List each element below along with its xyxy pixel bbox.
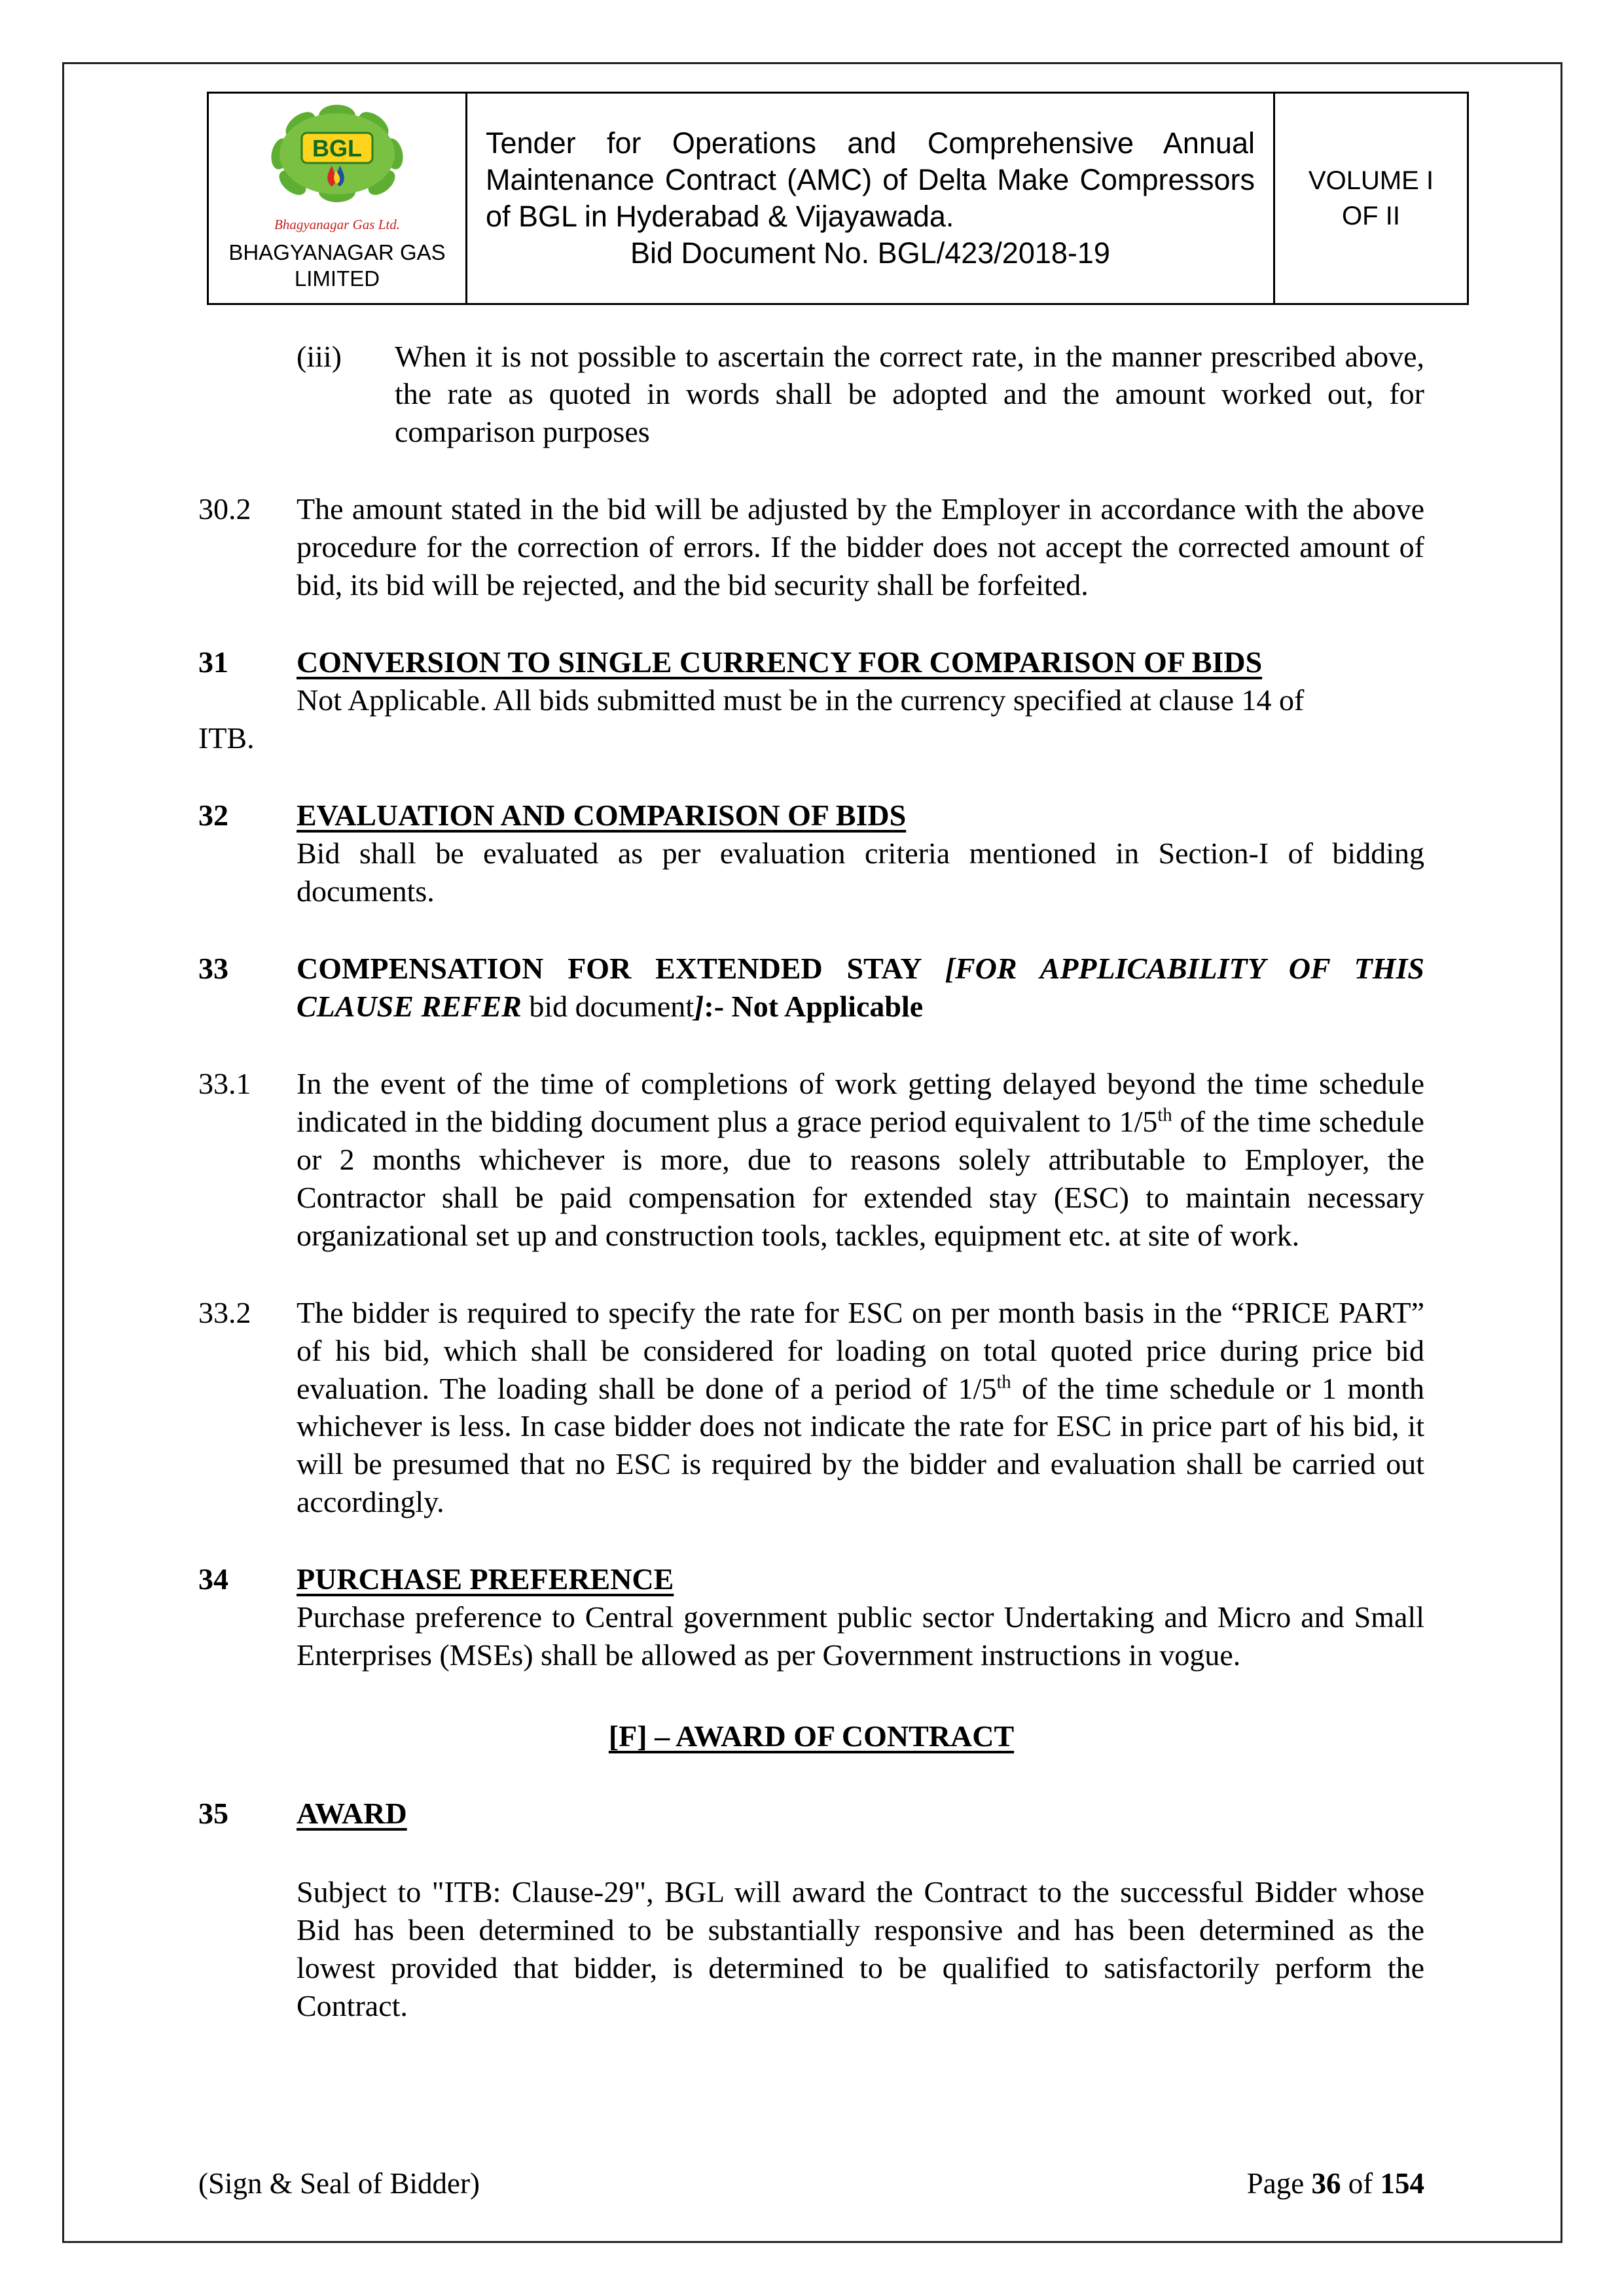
award-of-contract-heading: [F] – AWARD OF CONTRACT xyxy=(608,1719,1015,1753)
bid-document-number: Bid Document No. BGL/423/2018-19 xyxy=(630,236,1110,270)
section-31-heading: CONVERSION TO SINGLE CURRENCY FOR COMPARISON OF BIDS xyxy=(297,645,1263,679)
clause-number-spacer xyxy=(198,338,297,452)
section-33 xyxy=(198,950,1424,1026)
section-33-1-number: 33.1 xyxy=(198,1066,251,1100)
section-31-body-continued: ITB. xyxy=(198,721,255,755)
section-34-number: 34 xyxy=(198,1562,228,1596)
section-33-number: 33 xyxy=(198,951,228,985)
header-table xyxy=(207,92,1469,305)
section-33-heading: COMPENSATION FOR EXTENDED STAY [FOR APPLICABILITY OF THIS CLAUSE REFER bid document]:- Not Applicable xyxy=(297,951,1424,1023)
logo-tagline: Bhagyanagar Gas Ltd. xyxy=(274,217,400,232)
section-33-1-text: In the event of the time of completions of work getting delayed beyond the time schedule indicated in the bidding document plus a grace period equivalent to 1/5th of the time schedule or 2 months whichever is more, due to reasons solely attributable to Employer, the Contractor shall be paid compensation for extended stay (ESC) to maintain necessary organizational set up and construction tools, tackles, equipment etc. at site of work. xyxy=(297,1066,1424,1252)
section-35-heading: AWARD xyxy=(297,1797,407,1831)
clause-iii-text: When it is not possible to ascertain the correct rate, in the manner prescribed above, the rate as quoted in words shall be adopted and the amount worked out, for comparison purposes xyxy=(395,339,1424,449)
page-border xyxy=(62,62,1562,2243)
logo-cell xyxy=(209,94,465,303)
section-30-2-number: 30.2 xyxy=(198,492,251,526)
org-name-line1: BHAGYANAGAR GAS xyxy=(228,240,446,264)
section-30-2-text: The amount stated in the bid will be adjusted by the Employer in accordance with the above procedure for the correction of errors. If the bidder does not accept the corrected amount of bid, its bid will be rejected, and the bid security shall be forfeited. xyxy=(297,492,1424,602)
section-30-2 xyxy=(198,490,1424,604)
section-35-body: Subject to "ITB: Clause-29", BGL will award the Contract to the successful Bidder whose Bid has been determined to be substantially responsive and has been determined as the lowest provided that bidder, is determined to be qualified to satisfactorily perform the Contract. xyxy=(297,1875,1424,2022)
page-footer xyxy=(198,2166,1424,2200)
document-title: Tender for Operations and Comprehensive Annual Maintenance Contract (AMC) of Delta Make Compressors of BGL in Hyderabad & Vijayawada. xyxy=(486,126,1255,233)
section-35-number: 35 xyxy=(198,1797,228,1831)
section-31-number: 31 xyxy=(198,645,228,679)
section-35 xyxy=(198,1795,1424,2025)
section-31-body: Not Applicable. All bids submitted must be in the currency specified at clause 14 of xyxy=(297,683,1305,717)
title-cell xyxy=(465,94,1273,303)
award-of-contract-heading-row xyxy=(198,1717,1424,1755)
section-33-2-text: The bidder is required to specify the rate for ESC on per month basis in the “PRICE PART” of his bid, which shall be considered for loading on total quoted price during price bid evaluation. The loading shall be done of a period of 1/5th of the time schedule or 1 month whichever is less. In case bidder does not indicate the rate for ESC in price part of his bid, it will be presumed that no ESC is required by the bidder and evaluation shall be carried out accordingly. xyxy=(297,1295,1424,1519)
volume-cell xyxy=(1273,94,1467,303)
section-32-body: Bid shall be evaluated as per evaluation criteria mentioned in Section-I of bidding documents. xyxy=(297,836,1424,908)
section-32-heading: EVALUATION AND COMPARISON OF BIDS xyxy=(297,798,907,833)
org-name xyxy=(228,240,445,293)
svg-text:BGL: BGL xyxy=(312,135,362,162)
document-body xyxy=(198,338,1424,2025)
section-33-1 xyxy=(198,1065,1424,1255)
section-31 xyxy=(198,643,1424,757)
clause-iii xyxy=(198,338,1424,452)
volume-line2: OF II xyxy=(1342,201,1400,230)
superscript-th: th xyxy=(996,1372,1011,1393)
section-33-2 xyxy=(198,1294,1424,1522)
section-33-2-number: 33.2 xyxy=(198,1295,251,1329)
superscript-th: th xyxy=(1157,1105,1172,1126)
section-32 xyxy=(198,797,1424,910)
volume-line1: VOLUME I xyxy=(1308,166,1434,195)
footer-sign-seal: (Sign & Seal of Bidder) xyxy=(198,2167,480,2200)
section-34-heading: PURCHASE PREFERENCE xyxy=(297,1562,674,1596)
section-34 xyxy=(198,1560,1424,1674)
org-name-line2: LIMITED xyxy=(294,266,380,291)
clause-iii-number: (iii) xyxy=(297,339,342,373)
section-34-body: Purchase preference to Central government public sector Undertaking and Micro and Small Enterprises (MSEs) shall be allowed as per Government instructions in vogue. xyxy=(297,1600,1424,1672)
footer-page-number: Page 36 of 154 xyxy=(1246,2167,1424,2200)
header xyxy=(207,92,1469,305)
section-32-number: 32 xyxy=(198,798,228,833)
bgl-logo-icon xyxy=(266,103,408,234)
